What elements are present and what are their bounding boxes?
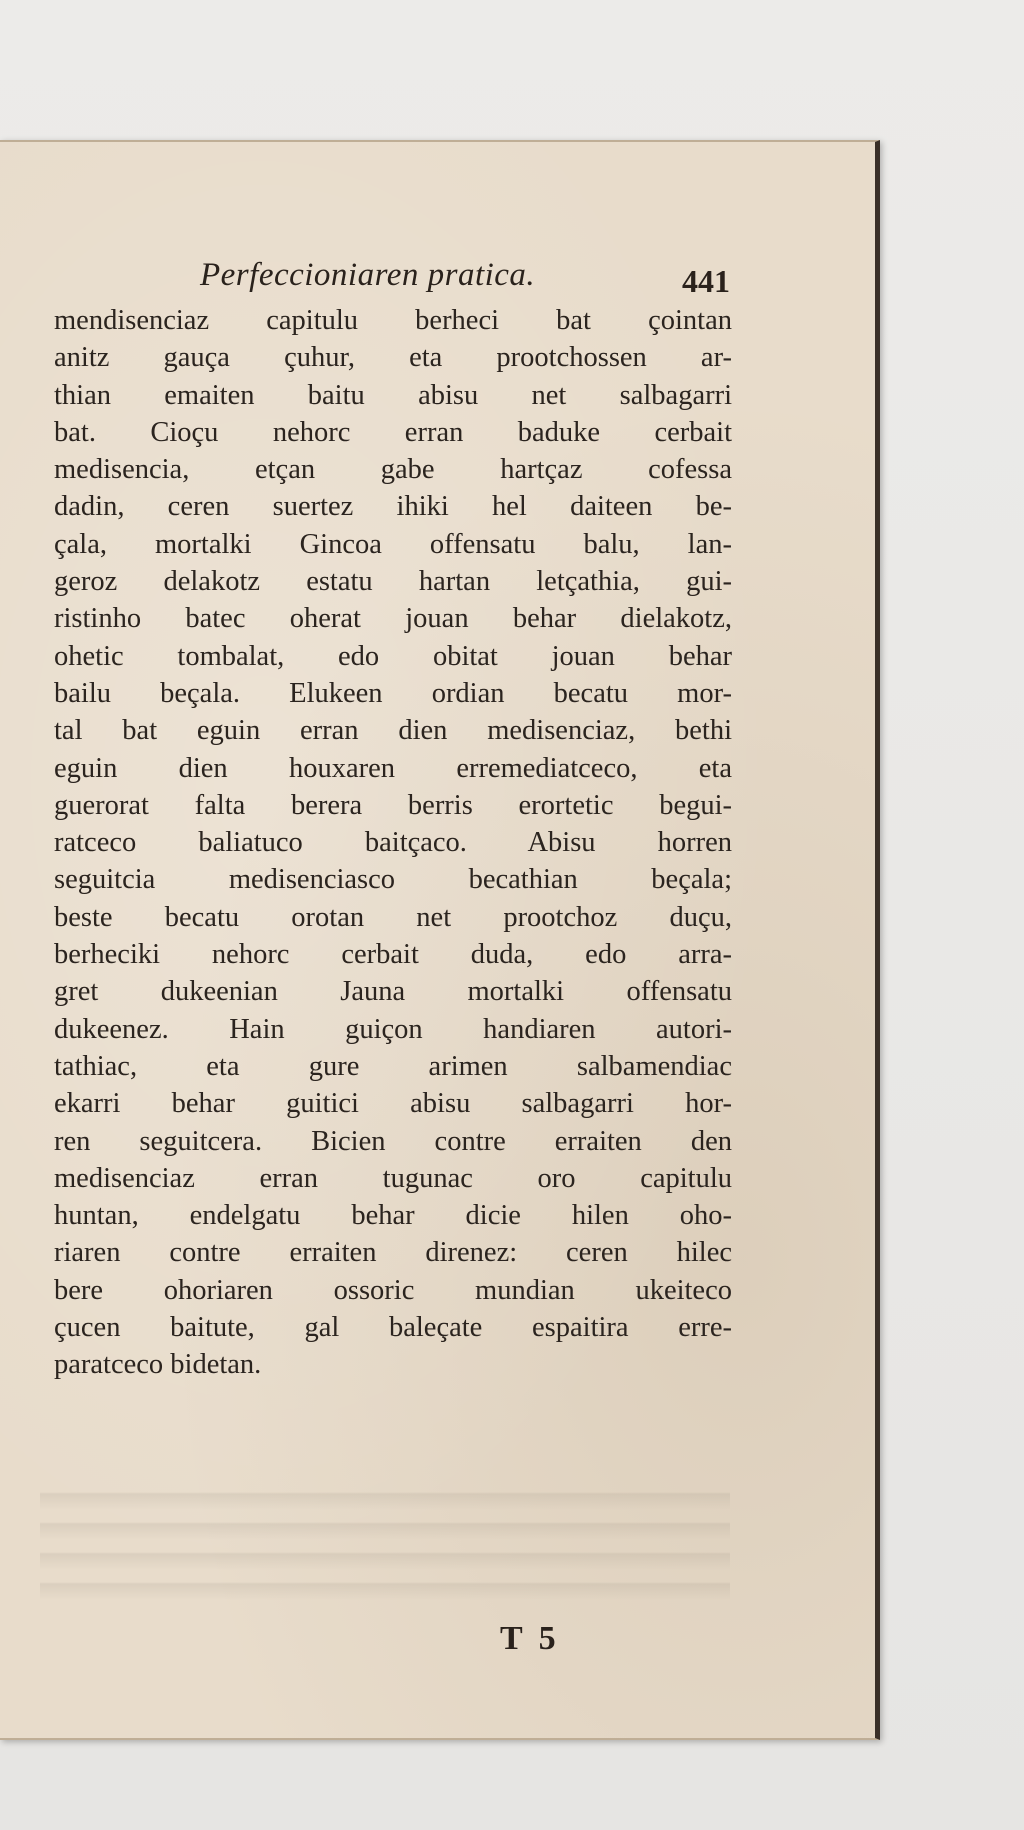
running-head: Perfeccioniaren pratica.	[200, 257, 536, 293]
text-line: çala, mortalki Gincoa offensatu balu, lan-	[54, 528, 732, 560]
page-number: 441	[682, 263, 730, 299]
text-line: guerorat falta berera berris erortetic begui-	[54, 789, 732, 821]
text-line: dukeenez. Hain guiçon handiaren autori-	[54, 1013, 732, 1045]
show-through-ink	[40, 1480, 730, 1610]
text-line: bere ohoriaren ossoric mundian ukeiteco	[54, 1274, 732, 1306]
text-line: ren seguitcera. Bicien contre erraiten den	[54, 1125, 732, 1157]
text-line: dadin, ceren suertez ihiki hel daiteen be-	[54, 491, 732, 523]
text-line: ratceco baliatuco baitçaco. Abisu horren	[54, 827, 732, 859]
text-line: tal bat eguin erran dien medisenciaz, bethi	[54, 715, 732, 747]
text-line: medisencia, etçan gabe hartçaz cofessa	[54, 454, 732, 486]
book-page	[0, 140, 880, 1740]
text-line: paratceco bidetan.	[54, 1349, 262, 1381]
text-line: bat. Cioçu nehorc erran baduke cerbait	[54, 416, 732, 448]
text-line: mendisenciaz capitulu berheci bat çointan	[54, 305, 732, 336]
text-line: ekarri behar guitici abisu salbagarri hor-	[54, 1088, 732, 1120]
text-line: geroz delakotz estatu hartan letçathia, gui-	[54, 566, 732, 598]
text-line: gret dukeenian Jauna mortalki offensatu	[54, 976, 732, 1008]
text-line: riaren contre erraiten direnez: ceren hilec	[54, 1237, 732, 1269]
text-line: eguin dien houxaren erremediatceco, eta	[54, 752, 732, 784]
text-line: ristinho batec oherat jouan behar dielakotz,	[54, 603, 732, 635]
text-line: thian emaiten baitu abisu net salbagarri	[54, 379, 732, 411]
text-line: beste becatu orotan net prootchoz duçu,	[54, 901, 732, 933]
text-line: çucen baitute, gal baleçate espaitira erre-	[54, 1312, 732, 1344]
text-line: medisenciaz erran tugunac oro capitulu	[54, 1162, 732, 1194]
text-line: anitz gauça çuhur, eta prootchossen ar-	[54, 342, 732, 374]
text-line: huntan, endelgatu behar dicie hilen oho-	[54, 1200, 732, 1232]
text-line: bailu beçala. Elukeen ordian becatu mor-	[54, 677, 732, 709]
page-header	[200, 257, 730, 307]
body-text	[54, 302, 732, 1384]
text-line: tathiac, eta gure arimen salbamendiac	[54, 1050, 732, 1082]
text-line: seguitcia medisenciasco becathian beçala;	[54, 864, 732, 896]
signature-mark: T 5	[500, 1620, 560, 1657]
text-line: berheciki nehorc cerbait duda, edo arra-	[54, 939, 732, 971]
text-line: ohetic tombalat, edo obitat jouan behar	[54, 640, 732, 672]
